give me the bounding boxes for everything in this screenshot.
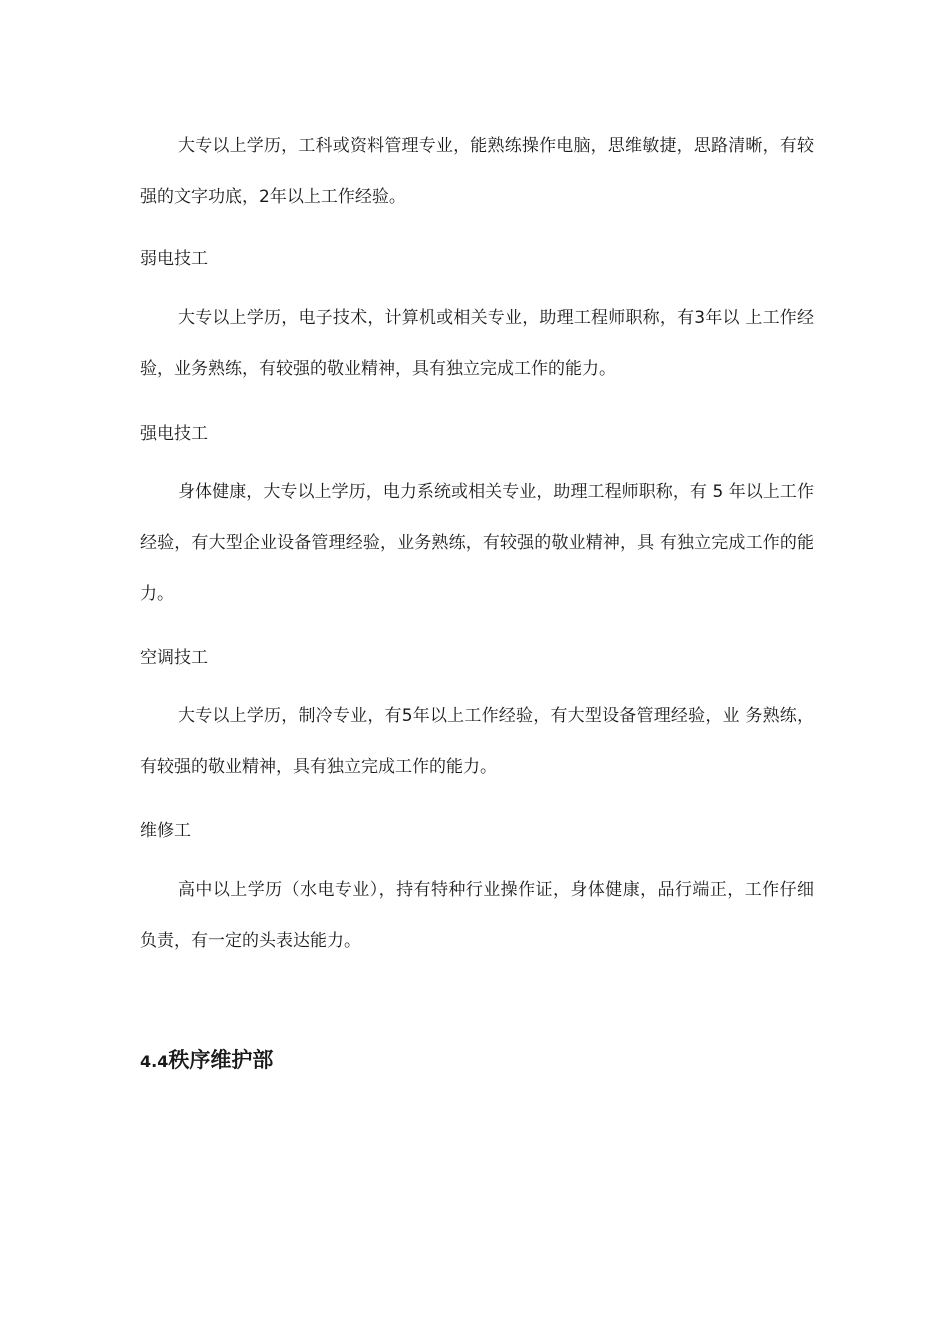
section-name: 秩序维护部 bbox=[168, 1048, 274, 1072]
heading-weak-current-technician: 弱电技工 bbox=[140, 249, 208, 269]
paragraph-admin-requirements: 大专以上学历，工科或资料管理专业，能熟练操作电脑，思维敏捷，思路清晰，有较强的文字功底，2年以上工作经验。 bbox=[140, 136, 814, 207]
heading-maintenance-worker: 维修工 bbox=[140, 821, 191, 841]
paragraph-maintenance-requirements: 高中以上学历（水电专业），持有特种行业操作证，身体健康，品行端正，工作仔细负责，有一定的头表达能力。 bbox=[140, 880, 814, 951]
heading-hvac-technician: 空调技工 bbox=[140, 648, 208, 668]
paragraph-hvac-requirements: 大专以上学历，制冷专业，有5年以上工作经验，有大型设备管理经验，业 务熟练，有较强的敬业精神，具有独立完成工作的能力。 bbox=[140, 706, 814, 777]
heading-strong-current-technician: 强电技工 bbox=[140, 424, 208, 444]
paragraph-strong-current-requirements: 身体健康，大专以上学历，电力系统或相关专业，助理工程师职称，有 5 年以上工作经验，有大型企业设备管理经验，业务熟练，有较强的敬业精神，具 有独立完成工作的能力。 bbox=[140, 482, 814, 604]
paragraph-weak-current-requirements: 大专以上学历，电子技术，计算机或相关专业，助理工程师职称，有3年以 上工作经验，业务熟练，有较强的敬业精神，具有独立完成工作的能力。 bbox=[140, 308, 814, 379]
section-title bbox=[140, 1046, 273, 1076]
section-number: 4.4 bbox=[140, 1052, 169, 1071]
